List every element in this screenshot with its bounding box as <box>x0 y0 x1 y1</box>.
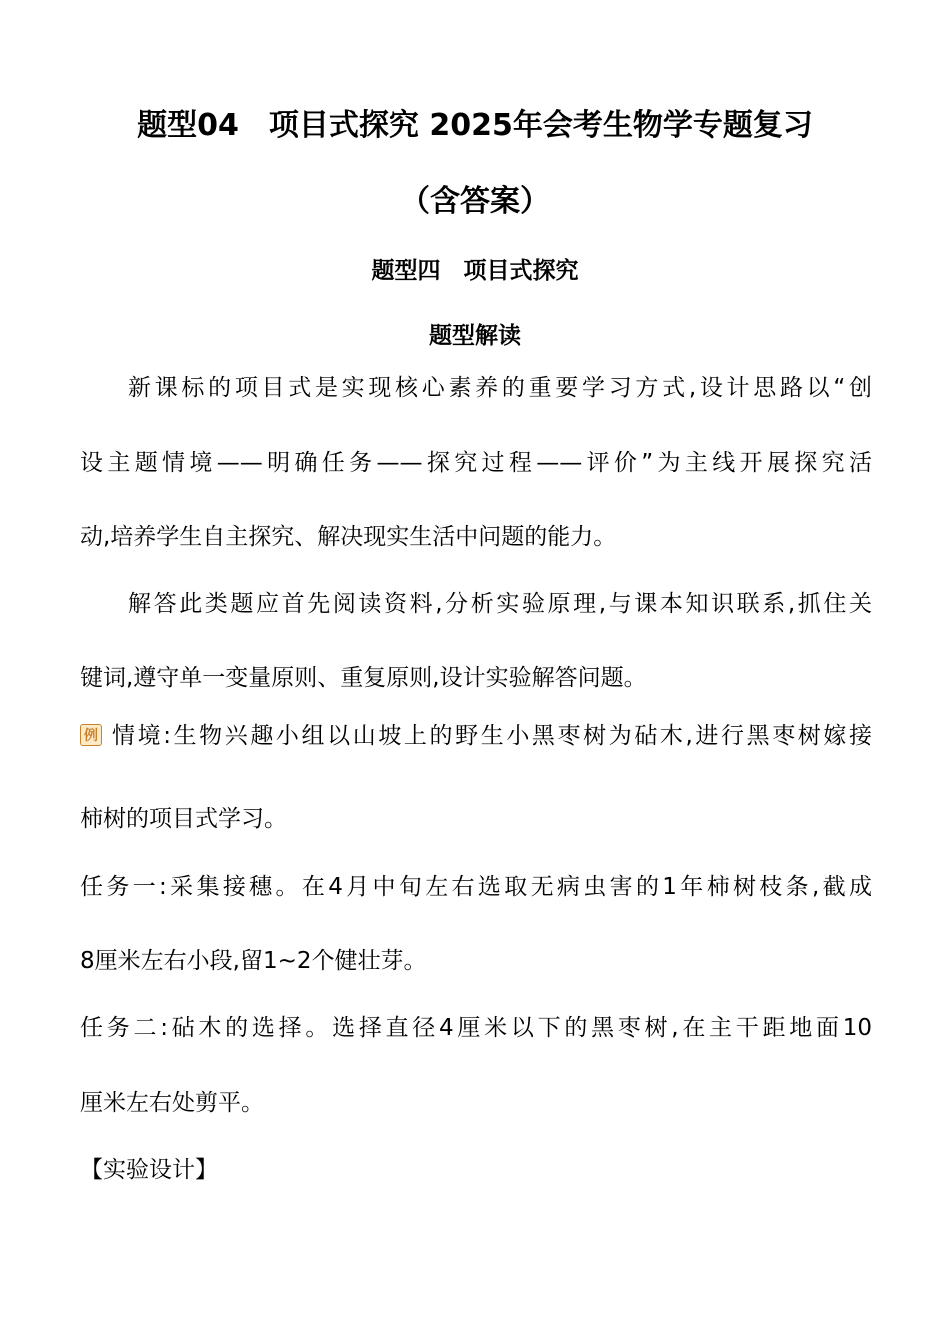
paragraph-line: 新课标的项目式是实现核心素养的重要学习方式,设计思路以“创 <box>128 375 872 401</box>
paragraph-line: 键词,遵守单一变量原则、重复原则,设计实验解答问题。 <box>80 665 647 691</box>
example-icon: 例 <box>80 724 102 746</box>
task1-line: 8厘米左右小段,留1~2个健壮芽。 <box>80 948 427 974</box>
example-row <box>80 720 872 752</box>
example-line: 情境:生物兴趣小组以山坡上的野生小黑枣树为砧木,进行黑枣树嫁接 <box>112 723 872 749</box>
example-line: 柿树的项目式学习。 <box>80 806 287 832</box>
task2-line: 厘米左右处剪平。 <box>80 1090 264 1116</box>
paragraph-line: 解答此类题应首先阅读资料,分析实验原理,与课本知识联系,抓住关 <box>128 591 872 617</box>
section-heading: 题型四 项目式探究 <box>371 258 579 284</box>
paragraph-line: 设主题情境——明确任务——探究过程——评价”为主线开展探究活 <box>80 450 872 476</box>
document-title-suffix: （含答案） <box>400 184 550 219</box>
experiment-design-heading: 【实验设计】 <box>80 1157 218 1183</box>
task1-line: 任务一:采集接穗。在4月中旬左右选取无病虫害的1年柿树枝条,截成 <box>80 874 872 900</box>
document-title: 题型04 项目式探究 2025年会考生物学专题复习 <box>137 108 813 143</box>
sub-heading: 题型解读 <box>429 323 521 349</box>
paragraph-line: 动,培养学生自主探究、解决现实生活中问题的能力。 <box>80 524 617 550</box>
task2-line: 任务二:砧木的选择。选择直径4厘米以下的黑枣树,在主干距地面10 <box>80 1015 872 1041</box>
